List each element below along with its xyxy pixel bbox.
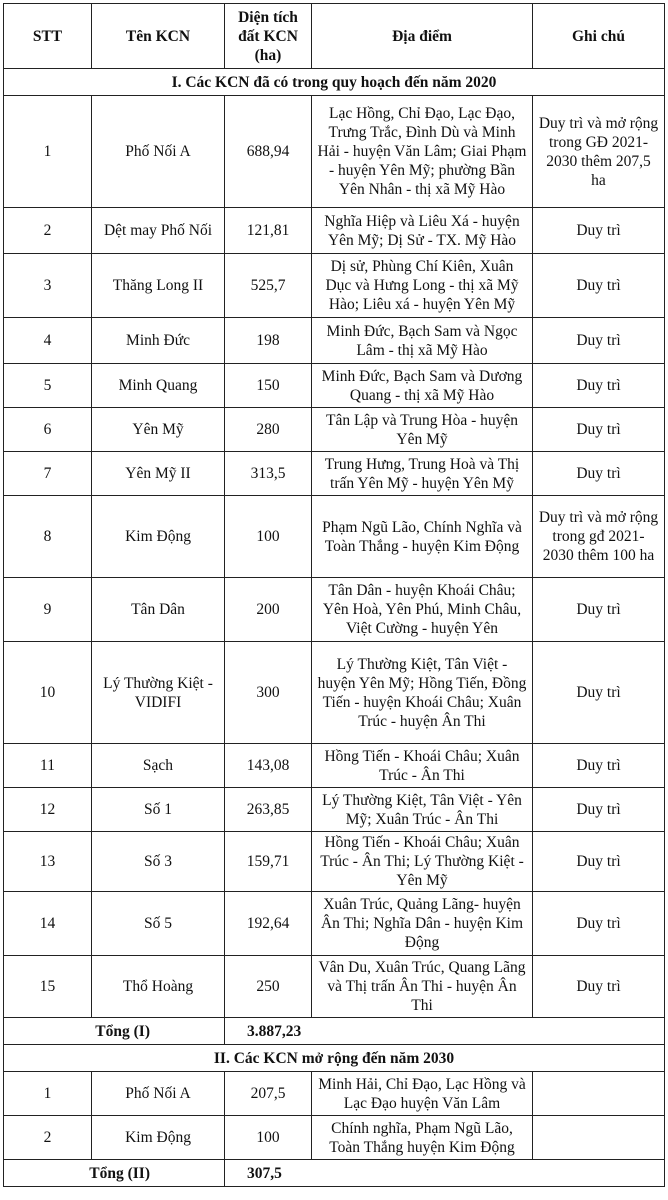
cell-area: 198: [225, 318, 312, 364]
header-area: Diện tích đất KCN (ha): [225, 4, 312, 69]
cell-area: 159,71: [225, 832, 312, 892]
cell-area: 192,64: [225, 892, 312, 956]
cell-note: [533, 1072, 665, 1116]
cell-area: 688,94: [225, 96, 312, 208]
cell-stt: 9: [4, 578, 92, 642]
cell-note: Duy trì: [533, 452, 665, 496]
cell-name: Sạch: [92, 744, 225, 788]
cell-location: Minh Hải, Chỉ Đạo, Lạc Hồng và Lạc Đạo huyện Văn Lâm: [312, 1072, 533, 1116]
table-row: [4, 408, 665, 452]
cell-note: Duy trì và mở rộng trong GĐ 2021-2030 thêm 207,5 ha: [533, 96, 665, 208]
cell-stt: 11: [4, 744, 92, 788]
cell-name: Minh Quang: [92, 364, 225, 408]
cell-note: Duy trì và mở rộng trong gđ 2021-2030 thêm 100 ha: [533, 496, 665, 578]
cell-area: 263,85: [225, 788, 312, 832]
cell-area: 150: [225, 364, 312, 408]
total-label-2: Tổng (II): [4, 1160, 225, 1187]
header-name: Tên KCN: [92, 4, 225, 69]
table-row: [4, 956, 665, 1018]
cell-location: Hồng Tiến - Khoái Châu; Xuân Trúc - Ân Thi: [312, 744, 533, 788]
cell-location: Minh Đức, Bạch Sam và Dương Quang - thị xã Mỹ Hào: [312, 364, 533, 408]
kcn-table: [3, 3, 665, 1187]
cell-note: Duy trì: [533, 744, 665, 788]
cell-note: Duy trì: [533, 318, 665, 364]
cell-note: [533, 1116, 665, 1160]
cell-area: 207,5: [225, 1072, 312, 1116]
cell-note: Duy trì: [533, 364, 665, 408]
cell-area: 300: [225, 642, 312, 744]
cell-name: Phố Nối A: [92, 1072, 225, 1116]
section-1-title: I. Các KCN đã có trong quy hoạch đến năm 2020: [4, 69, 665, 96]
table-row: [4, 1116, 665, 1160]
cell-location: Hồng Tiến - Khoái Châu; Xuân Trúc - Ân Thi; Lý Thường Kiệt - Yên Mỹ: [312, 832, 533, 892]
cell-note: Duy trì: [533, 578, 665, 642]
cell-name: Phố Nối A: [92, 96, 225, 208]
cell-stt: 2: [4, 1116, 92, 1160]
cell-stt: 1: [4, 1072, 92, 1116]
cell-location: Dị sử, Phùng Chí Kiên, Xuân Dục và Hưng Long - thị xã Mỹ Hào; Liêu xá - huyện Yên Mỹ: [312, 254, 533, 318]
cell-stt: 8: [4, 496, 92, 578]
total-label-1: Tổng (I): [4, 1018, 225, 1045]
section-1-title-row: [4, 69, 665, 96]
cell-note: Duy trì: [533, 254, 665, 318]
cell-location: Tân Dân - huyện Khoái Châu; Yên Hoà, Yên Phú, Minh Châu, Việt Cường - huyện Yên: [312, 578, 533, 642]
table-row: [4, 96, 665, 208]
cell-note: Duy trì: [533, 956, 665, 1018]
cell-name: Kim Động: [92, 1116, 225, 1160]
cell-location: Vân Du, Xuân Trúc, Quang Lãng và Thị trấn Ân Thi - huyện Ân Thi: [312, 956, 533, 1018]
cell-area: 100: [225, 1116, 312, 1160]
header-location: Địa điểm: [312, 4, 533, 69]
total-row-2: [4, 1160, 665, 1187]
cell-stt: 1: [4, 96, 92, 208]
cell-area: 100: [225, 496, 312, 578]
cell-note: Duy trì: [533, 788, 665, 832]
cell-name: Kim Động: [92, 496, 225, 578]
cell-name: Minh Đức: [92, 318, 225, 364]
cell-location: Xuân Trúc, Quảng Lãng- huyện Ân Thi; Nghĩa Dân - huyện Kim Động: [312, 892, 533, 956]
table-row: [4, 832, 665, 892]
cell-stt: 14: [4, 892, 92, 956]
header-row: [4, 4, 665, 69]
table-row: [4, 254, 665, 318]
cell-area: 250: [225, 956, 312, 1018]
cell-location: Phạm Ngũ Lão, Chính Nghĩa và Toàn Thắng - huyện Kim Động: [312, 496, 533, 578]
table-row: [4, 642, 665, 744]
section-2-title: II. Các KCN mở rộng đến năm 2030: [4, 1045, 665, 1072]
cell-stt: 6: [4, 408, 92, 452]
cell-stt: 15: [4, 956, 92, 1018]
cell-name: Tân Dân: [92, 578, 225, 642]
cell-location: Lý Thường Kiệt, Tân Việt - huyện Yên Mỹ; Hồng Tiến, Đồng Tiến - huyện Khoái Châu; Xuân Trúc - huyện Ân Thi: [312, 642, 533, 744]
cell-area: 143,08: [225, 744, 312, 788]
cell-location: Chính nghĩa, Phạm Ngũ Lão, Toàn Thắng huyện Kim Động: [312, 1116, 533, 1160]
cell-name: Số 5: [92, 892, 225, 956]
cell-note: Duy trì: [533, 832, 665, 892]
cell-name: Số 1: [92, 788, 225, 832]
table-row: [4, 1072, 665, 1116]
cell-stt: 13: [4, 832, 92, 892]
cell-area: 200: [225, 578, 312, 642]
cell-stt: 10: [4, 642, 92, 744]
cell-stt: 12: [4, 788, 92, 832]
cell-area: 525,7: [225, 254, 312, 318]
section-2-title-row: [4, 1045, 665, 1072]
total-value-1: 3.887,23: [225, 1018, 665, 1045]
table-row: [4, 318, 665, 364]
cell-location: Nghĩa Hiệp và Liêu Xá - huyện Yên Mỹ; Dị Sử - TX. Mỹ Hào: [312, 208, 533, 254]
cell-name: Lý Thường Kiệt - VIDIFI: [92, 642, 225, 744]
cell-location: Lý Thường Kiệt, Tân Việt - Yên Mỹ; Xuân Trúc - Ân Thi: [312, 788, 533, 832]
cell-name: Thăng Long II: [92, 254, 225, 318]
cell-area: 121,81: [225, 208, 312, 254]
header-stt: STT: [4, 4, 92, 69]
table-row: [4, 578, 665, 642]
cell-stt: 3: [4, 254, 92, 318]
table-row: [4, 744, 665, 788]
cell-note: Duy trì: [533, 642, 665, 744]
table-row: [4, 364, 665, 408]
cell-area: 313,5: [225, 452, 312, 496]
table-row: [4, 496, 665, 578]
cell-stt: 7: [4, 452, 92, 496]
cell-stt: 2: [4, 208, 92, 254]
cell-note: Duy trì: [533, 408, 665, 452]
cell-stt: 4: [4, 318, 92, 364]
cell-area: 280: [225, 408, 312, 452]
header-note: Ghi chú: [533, 4, 665, 69]
cell-note: Duy trì: [533, 208, 665, 254]
cell-stt: 5: [4, 364, 92, 408]
cell-location: Trung Hưng, Trung Hoà và Thị trấn Yên Mỹ - huyện Yên Mỹ: [312, 452, 533, 496]
total-value-2: 307,5: [225, 1160, 665, 1187]
cell-location: Minh Đức, Bạch Sam và Ngọc Lâm - thị xã Mỹ Hào: [312, 318, 533, 364]
cell-name: Số 3: [92, 832, 225, 892]
table-row: [4, 208, 665, 254]
cell-location: Tân Lập và Trung Hòa - huyện Yên Mỹ: [312, 408, 533, 452]
total-row-1: [4, 1018, 665, 1045]
cell-name: Dệt may Phố Nối: [92, 208, 225, 254]
cell-name: Thổ Hoàng: [92, 956, 225, 1018]
cell-location: Lạc Hồng, Chỉ Đạo, Lạc Đạo, Trưng Trắc, Đình Dù và Minh Hải - huyện Văn Lâm; Giai Phạm - huyện Yên Mỹ; phường Bần Yên Nhân - thị xã Mỹ Hào: [312, 96, 533, 208]
cell-name: Yên Mỹ II: [92, 452, 225, 496]
table-row: [4, 788, 665, 832]
table-row: [4, 892, 665, 956]
table-row: [4, 452, 665, 496]
cell-note: Duy trì: [533, 892, 665, 956]
cell-name: Yên Mỹ: [92, 408, 225, 452]
